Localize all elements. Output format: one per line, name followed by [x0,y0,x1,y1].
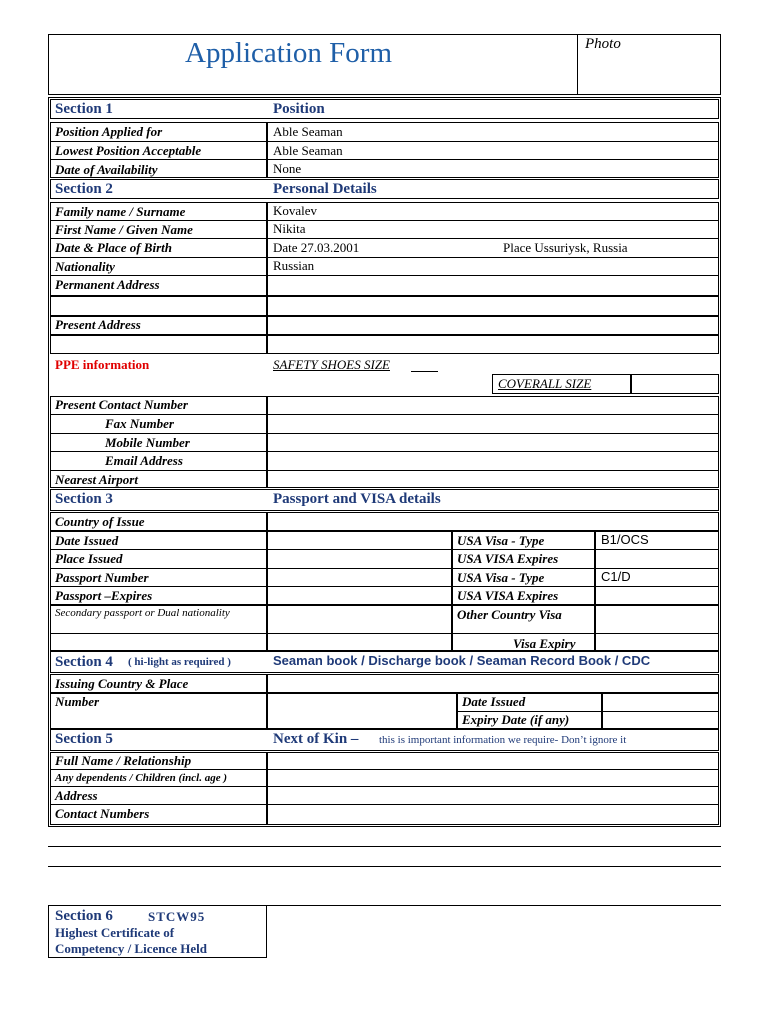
section2-heading: Personal Details [273,181,377,197]
rule [50,414,719,415]
ppe-label: PPE information [55,357,150,372]
secondary-passport-label: Secondary passport or Dual nationality [55,607,230,619]
rule [50,275,719,276]
cdc-date-issued-label: Date Issued [462,694,526,709]
issuing-country-label: Issuing Country & Place [55,676,189,691]
safety-shoes-label[interactable]: SAFETY SHOES SIZE [273,357,390,372]
section3-heading: Passport and VISA details [273,491,441,507]
kin-value-col [267,752,719,825]
section6-line2: Competency / Licence Held [55,941,207,956]
contact-value-col [267,396,719,488]
email-address-label: Email Address [105,453,183,468]
present-address-blank-value[interactable] [267,335,719,354]
birth-label: Date & Place of Birth [55,240,172,255]
nationality-value[interactable]: Russian [273,258,315,273]
present-address-value-cell[interactable] [267,316,719,335]
section5-heading: Next of Kin – [273,731,359,747]
rule [50,804,719,805]
usa-visa-type-2-value[interactable]: C1/D [601,569,631,584]
rule [50,220,719,221]
rule [50,769,719,770]
usa-visa-expires-1-label: USA VISA Expires [457,551,559,566]
mobile-number-label: Mobile Number [105,435,190,450]
section6-value-line [267,905,721,906]
rule [50,633,719,634]
present-address-blank-label [50,335,267,354]
present-address-label: Present Address [55,317,141,332]
rule [50,549,719,550]
kin-dependents-label: Any dependents / Children (incl. age ) [55,772,228,784]
contact-number-label: Present Contact Number [55,397,188,412]
rule [50,159,719,160]
lowest-position-label: Lowest Position Acceptable [55,143,202,158]
section2-number: Section 2 [55,181,113,197]
cdc-expiry-label: Expiry Date (if any) [462,712,570,727]
section1-number: Section 1 [55,101,113,117]
rule [50,451,719,452]
usa-visa-expires-2-label: USA VISA Expires [457,588,559,603]
rule [50,433,719,434]
section2-header [50,179,719,199]
lowest-position-value[interactable]: Able Seaman [273,143,343,158]
section4-number: Section 4 [55,654,113,670]
section6-code: STCW95 [148,909,206,924]
family-name-label: Family name / Surname [55,204,186,219]
section4-note: ( hi-light as required ) [128,656,231,668]
date-issued-label: Date Issued [55,533,119,548]
section5-number: Section 5 [55,731,113,747]
birth-place-value[interactable]: Place Ussuriysk, Russia [503,240,628,255]
section1-heading: Position [273,101,325,117]
separator-line-2 [48,866,721,867]
country-issue-value-cell[interactable] [267,512,719,531]
permanent-address-blank-value[interactable] [267,296,719,316]
section1-header [50,99,719,119]
rule [50,141,719,142]
first-name-label: First Name / Given Name [55,222,193,237]
rule [50,238,719,239]
family-name-value[interactable]: Kovalev [273,203,318,218]
section5-note: this is important information we require- Don’t ignore it [379,734,627,746]
passport-number-label: Passport Number [55,570,149,585]
rule [50,257,719,258]
country-issue-label: Country of Issue [55,514,145,529]
secondary-value-cell[interactable] [267,605,452,651]
availability-label: Date of Availability [55,162,158,177]
coverall-label: COVERALL SIZE [498,376,592,391]
photo-divider [577,34,578,95]
page-title: Application Form [185,37,393,69]
kin-contact-numbers-label: Contact Numbers [55,806,150,821]
kin-address-label: Address [55,788,98,803]
section6-number: Section 6 [55,908,113,924]
coverall-value-cell[interactable] [631,374,719,394]
position-applied-label: Position Applied for [55,124,163,139]
availability-value[interactable]: None [273,161,302,176]
rule [411,371,438,372]
other-country-visa-label: Other Country Visa [457,607,562,622]
issuing-value-cell[interactable] [267,674,719,693]
usa-visa-type-1-label: USA Visa - Type [457,533,545,548]
visa-expiry-label: Visa Expiry [513,636,576,651]
nationality-label: Nationality [55,259,115,274]
rule [50,786,719,787]
cdc-number-value-cell[interactable] [267,693,457,729]
kin-full-name-label: Full Name / Relationship [55,753,192,768]
usa-visa-type-2-label: USA Visa - Type [457,570,545,585]
fax-number-label: Fax Number [105,416,174,431]
first-name-value[interactable]: Nikita [273,221,306,236]
nearest-airport-label: Nearest Airport [55,472,138,487]
permanent-address-blank-label [50,296,267,316]
birth-date-value[interactable]: Date 27.03.2001 [273,240,360,255]
separator-line-1 [48,846,721,847]
usa-visa-type-1-value[interactable]: B1/OCS [601,532,649,547]
section6-line1: Highest Certificate of [55,925,175,940]
permanent-address-label: Permanent Address [55,277,160,292]
passport-expires-label: Passport –Expires [55,588,153,603]
section4-heading: Seaman book / Discharge book / Seaman Record Book / CDC [273,653,651,668]
photo-label: Photo [585,36,621,52]
place-issued-label: Place Issued [55,551,123,566]
cdc-number-label: Number [55,694,100,709]
other-visa-value-cell[interactable] [595,605,719,651]
position-applied-value[interactable]: Able Seaman [273,124,343,139]
rule [50,586,719,587]
section3-number: Section 3 [55,491,113,507]
rule [50,470,719,471]
